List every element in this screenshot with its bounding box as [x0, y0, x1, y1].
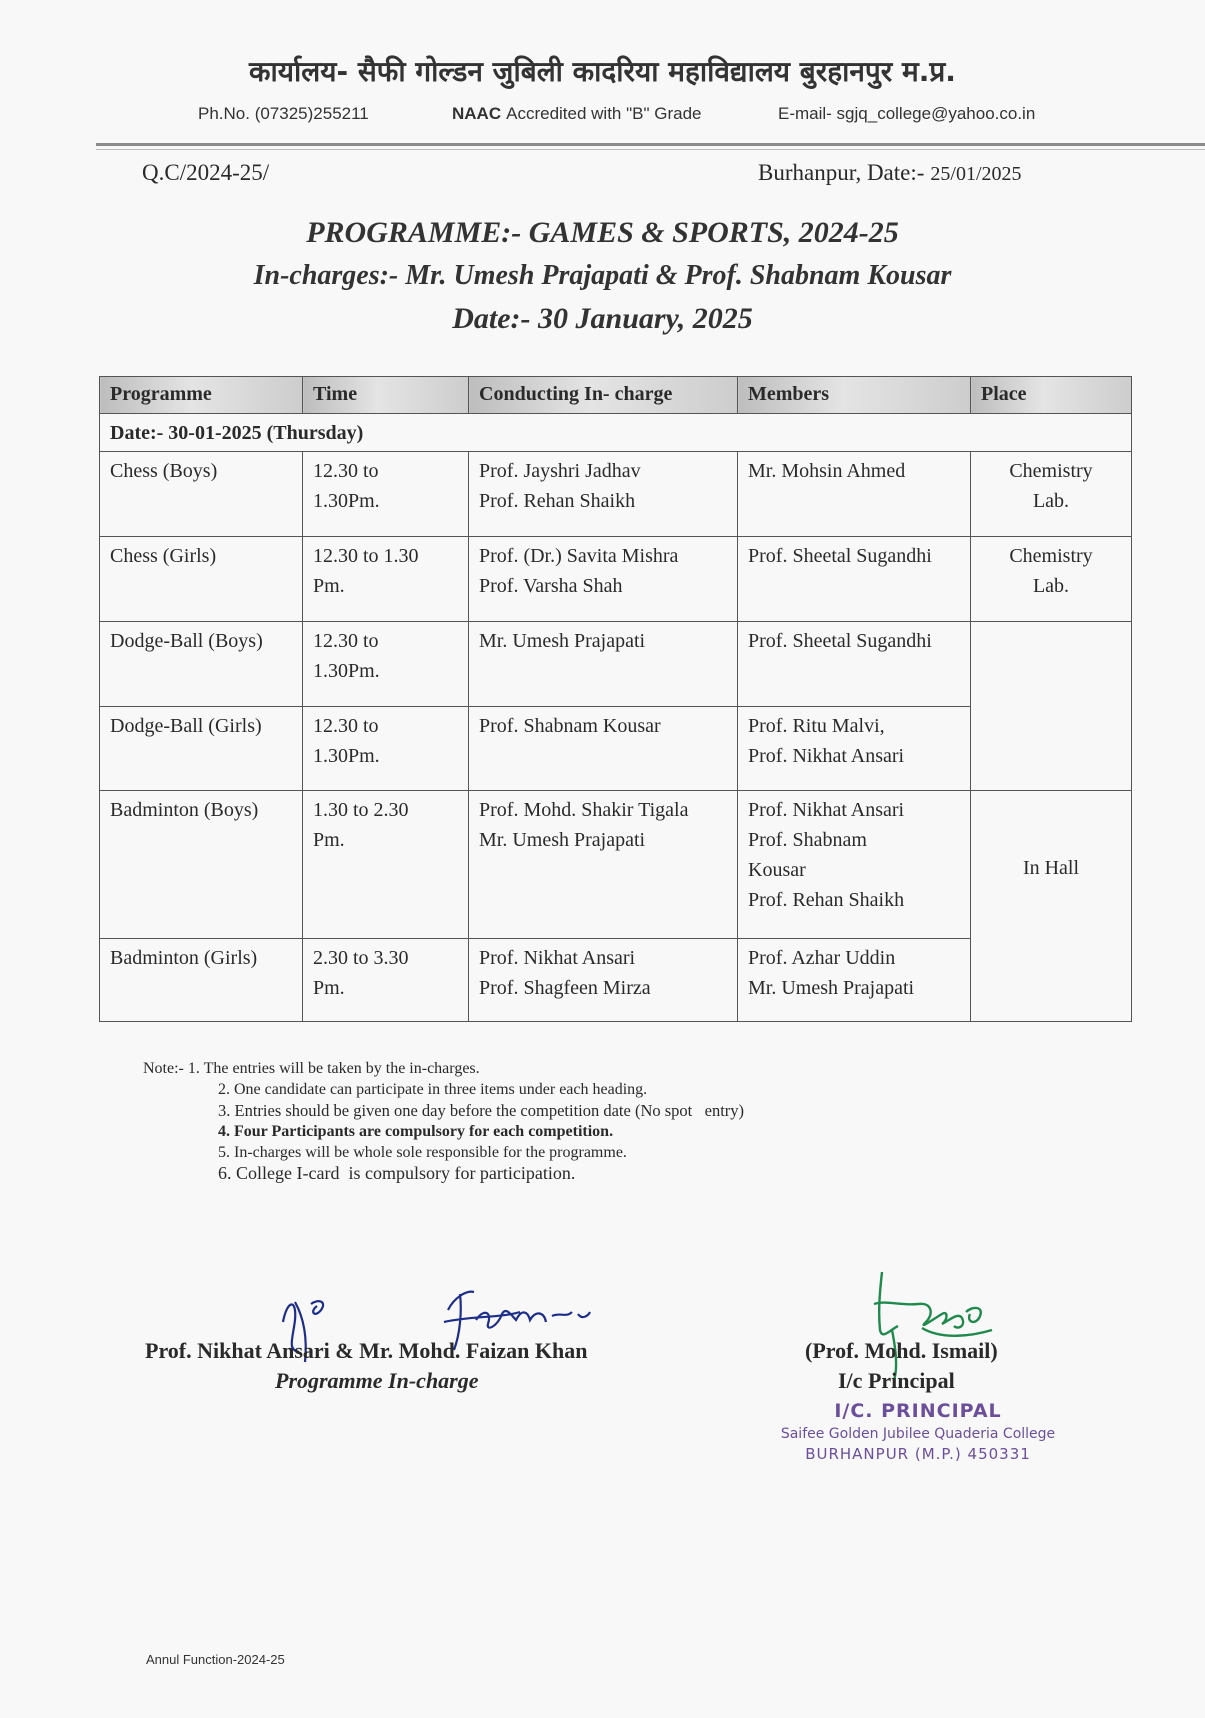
incharge-cell — [469, 452, 738, 537]
incharge-name: Prof. Shabnam Kousar — [479, 715, 661, 737]
time-cell — [303, 622, 469, 707]
time-line: 12.30 to — [313, 630, 379, 652]
member-name: Prof. Sheetal Sugandhi — [748, 545, 932, 567]
member-name: Mr. Mohsin Ahmed — [748, 460, 906, 482]
member-name: Prof. Rehan Shaikh — [748, 889, 905, 911]
header-conducting-incharge: Conducting In- charge — [469, 377, 738, 414]
member-name: Prof. Nikhat Ansari — [748, 745, 905, 767]
header-members: Members — [738, 377, 971, 414]
incharge-name: Prof. Mohd. Shakir Tigala — [479, 799, 689, 821]
time-line: 12.30 to — [313, 460, 379, 482]
incharge-cell — [469, 939, 738, 1022]
note-item: 5. In-charges will be whole sole responsible for the programme. — [218, 1144, 627, 1161]
note-item: 6. College I-card is compulsory for participation. — [218, 1163, 576, 1183]
incharge-name: Prof. Nikhat Ansari — [479, 947, 636, 969]
date-row — [100, 414, 1132, 452]
members-cell — [738, 622, 971, 707]
time-line: 1.30Pm. — [313, 660, 380, 682]
incharge-name: Prof. (Dr.) Savita Mishra — [479, 545, 679, 567]
place-line: Chemistry — [1009, 545, 1093, 567]
incharge-name: Mr. Umesh Prajapati — [479, 630, 646, 652]
header-time: Time — [303, 377, 469, 414]
note-item: 4. Four Participants are compulsory for each competition. — [218, 1123, 614, 1140]
place-line: Chemistry — [1009, 460, 1093, 482]
time-line: Pm. — [313, 829, 345, 851]
schedule-table — [99, 376, 1132, 1022]
naac-grade: Accredited with "B" Grade — [506, 104, 702, 123]
place-cell-empty — [971, 622, 1132, 791]
hindi-college-title: कार्यालय- सैफी गोल्डन जुबिली कादरिया महाविद्यालय बुरहानपुर म.प्र. — [249, 55, 956, 88]
place-label: Burhanpur, Date:- — [758, 160, 925, 185]
stamp-line: Saifee Golden Jubilee Quaderia College — [780, 1426, 1056, 1442]
notes-block — [143, 1058, 744, 1184]
member-name: Prof. Sheetal Sugandhi — [748, 630, 932, 652]
member-name: Prof. Ritu Malvi, — [748, 715, 885, 737]
programme-cell: Badminton (Girls) — [100, 939, 303, 1022]
email-address: E-mail- sgjq_college@yahoo.co.in — [778, 104, 1036, 123]
principal-name: (Prof. Mohd. Ismail) — [805, 1338, 998, 1363]
member-name: Mr. Umesh Prajapati — [748, 977, 915, 999]
event-date: Date:- 30 January, 2025 — [452, 302, 753, 335]
members-cell — [738, 707, 971, 791]
letterhead-rule — [96, 143, 1205, 146]
members-cell — [738, 537, 971, 622]
incharge-name: Prof. Jayshri Jadhav — [479, 460, 641, 482]
note-item: 2. One candidate can participate in three items under each heading. — [218, 1081, 648, 1098]
incharge-signatory-names: Prof. Nikhat Ansari & Mr. Mohd. Faizan Khan — [145, 1338, 588, 1363]
incharge-name: Prof. Shagfeen Mirza — [479, 977, 651, 999]
programme-cell: Dodge-Ball (Boys) — [100, 622, 303, 707]
letter-date: 25/01/2025 — [930, 163, 1022, 185]
members-cell — [738, 791, 971, 939]
note-item: 3. Entries should be given one day before the competition date (No spot entry) — [218, 1101, 745, 1120]
incharge-cell — [469, 622, 738, 707]
table-row — [100, 452, 1132, 537]
time-cell — [303, 707, 469, 791]
incharge-name: Prof. Rehan Shaikh — [479, 490, 636, 512]
member-name: Prof. Azhar Uddin — [748, 947, 896, 969]
members-cell — [738, 452, 971, 537]
time-line: 12.30 to 1.30 — [313, 545, 419, 567]
footer-text: Annul Function-2024-25 — [146, 1652, 285, 1667]
note-item: Note:- 1. The entries will be taken by the in-charges. — [143, 1060, 480, 1077]
principal-role: I/c Principal — [838, 1368, 955, 1393]
members-cell — [738, 939, 971, 1022]
naac-label: NAAC — [452, 104, 502, 123]
table-row — [100, 791, 1132, 939]
time-cell — [303, 537, 469, 622]
member-name: Prof. Shabnam — [748, 829, 867, 851]
incharge-role: Programme In-charge — [275, 1368, 479, 1393]
programme-cell: Badminton (Boys) — [100, 791, 303, 939]
time-cell — [303, 939, 469, 1022]
time-line: 12.30 to — [313, 715, 379, 737]
time-line: 1.30Pm. — [313, 490, 380, 512]
place-line: In Hall — [1022, 857, 1080, 879]
time-line: Pm. — [313, 977, 345, 999]
table-header-row — [100, 377, 1132, 414]
header-programme: Programme — [100, 377, 303, 414]
principal-stamp — [768, 1400, 1068, 1463]
time-line: 1.30Pm. — [313, 745, 380, 767]
place-line: Lab. — [1032, 575, 1070, 597]
place-cell — [971, 452, 1132, 537]
incharge-cell — [469, 707, 738, 791]
time-cell — [303, 791, 469, 939]
letterhead-rule-thin — [96, 149, 1205, 150]
programme-cell: Chess (Girls) — [100, 537, 303, 622]
programme-cell: Dodge-Ball (Girls) — [100, 707, 303, 791]
member-name: Kousar — [748, 859, 806, 881]
naac-accreditation — [452, 104, 702, 124]
table-row — [100, 622, 1132, 707]
date-row-label: Date:- 30-01-2025 (Thursday) — [100, 414, 1132, 452]
reference-number: Q.C/2024-25/ — [142, 160, 270, 185]
phone-number: Ph.No. (07325)255211 — [198, 104, 369, 123]
programme-title: PROGRAMME:- GAMES & SPORTS, 2024-25 — [306, 216, 899, 249]
place-cell — [971, 791, 1132, 1022]
incharge-name: Prof. Varsha Shah — [479, 575, 623, 597]
incharge-name: Mr. Umesh Prajapati — [479, 829, 646, 851]
time-line: 1.30 to 2.30 — [313, 799, 409, 821]
incharge-cell — [469, 791, 738, 939]
time-cell — [303, 452, 469, 537]
time-line: Pm. — [313, 575, 345, 597]
member-name: Prof. Nikhat Ansari — [748, 799, 905, 821]
table-row — [100, 537, 1132, 622]
time-line: 2.30 to 3.30 — [313, 947, 409, 969]
incharges-line: In-charges:- Mr. Umesh Prajapati & Prof. Shabnam Kousar — [253, 260, 952, 291]
incharge-cell — [469, 537, 738, 622]
programme-cell: Chess (Boys) — [100, 452, 303, 537]
stamp-line: I/C. PRINCIPAL — [834, 1400, 1002, 1422]
stamp-line: BURHANPUR (M.P.) 450331 — [805, 1445, 1031, 1463]
place-and-date — [758, 160, 1022, 186]
header-place: Place — [971, 377, 1132, 414]
place-cell — [971, 537, 1132, 622]
place-line: Lab. — [1032, 490, 1070, 512]
